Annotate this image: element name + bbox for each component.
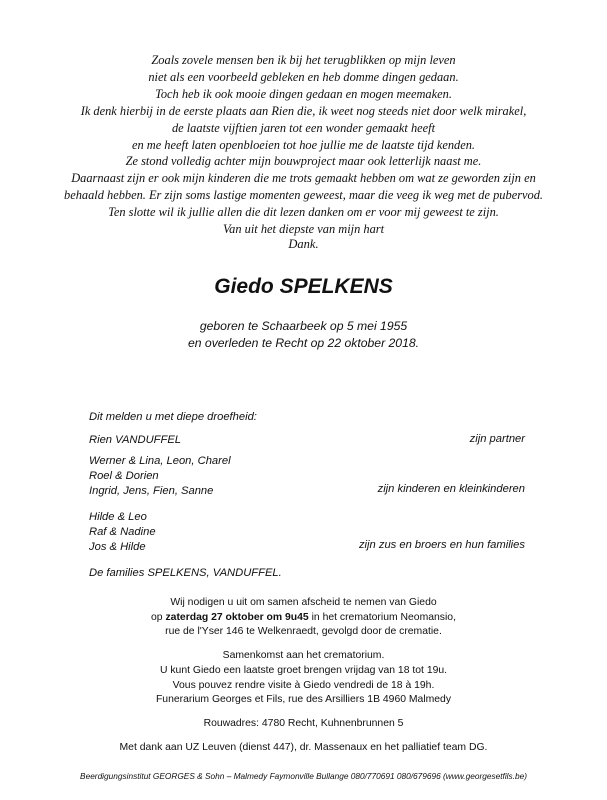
thanks-text: Dank. xyxy=(288,237,319,251)
poem-line: Ten slotte wil ik jullie allen die dit lezen danken om er voor mij geweest te zijn. xyxy=(108,205,499,220)
mourning-address: Rouwadres: 4780 Recht, Kuhnenbrunnen 5 xyxy=(203,718,404,729)
ceremony-invite: Wij nodigen u uit om samen afscheid te nemen van Giedo xyxy=(170,597,437,608)
poem-line: Toch heb ik ook mooie dingen gedaan en mogen meemaken. xyxy=(155,86,452,101)
poem-line: niet als een voorbeeld gebleken en heb domme dingen gedaan. xyxy=(148,69,459,84)
acknowledgement: Met dank aan UZ Leuven (dienst 447), dr. Massenaux en het palliatief team DG. xyxy=(119,742,488,753)
poem-line: behaald hebben. Er zijn soms lastige momenten geweest, maar die veeg ik weg met de pubervod. xyxy=(64,188,543,203)
farewell-poem xyxy=(0,52,607,238)
families-line: De families SPELKENS, VANDUFFEL. xyxy=(89,567,282,579)
death-line: en overleden te Recht op 22 oktober 2018. xyxy=(187,336,420,350)
mourner-relation-children: zijn kinderen en kleinkinderen xyxy=(377,483,525,495)
mourner-name: Roel & Dorien xyxy=(89,469,159,482)
visit-line: Vous pouvez rendre visite à Giedo vendredi de 18 à 19h. xyxy=(172,679,435,691)
deceased-name: Giedo SPELKENS xyxy=(214,275,393,298)
visit-line: U kunt Giedo een laatste groet brengen vrijdag van 18 tot 19u. xyxy=(159,665,448,676)
visit-info xyxy=(0,664,607,708)
mourner-name: Werner & Lina, Leon, Charel xyxy=(89,455,231,467)
poem-line: de laatste vijftien jaren tot een wonder gemaakt heeft xyxy=(171,120,436,135)
mourner-names-siblings xyxy=(89,510,156,554)
funeral-home-footer: Beerdigungsinstitut GEORGES & Sohn – Malmedy Faymonville Bullange 080/770691 080/679696 (www.georgesetfils.be) xyxy=(80,771,527,781)
mourner-name: Hilde & Leo xyxy=(89,511,147,523)
poem-line: Ze stond volledig achter mijn bouwproject maar ook letterlijk naast me. xyxy=(125,154,482,169)
mourner-name: Rien VANDUFFEL xyxy=(89,434,182,446)
ceremony-info xyxy=(0,596,607,663)
poem-line: en me heeft laten openbloeien tot hoe jullie me de laatste tijd kenden. xyxy=(131,137,476,152)
life-dates xyxy=(0,318,607,352)
poem-line: Van uit het diepste van mijn hart xyxy=(222,222,385,237)
mourner-name: Jos & Hilde xyxy=(89,540,146,553)
mourner-name: Ingrid, Jens, Fien, Sanne xyxy=(89,484,214,497)
ceremony-when: op zaterdag 27 oktober om 9u45 in het crematorium Neomansio, xyxy=(151,611,456,623)
mourner-relation-partner: zijn partner xyxy=(469,433,525,445)
visit-line: Funerarium Georges et Fils, rue des Arsilliers 1B 4960 Malmedy xyxy=(155,694,452,706)
mourner-relation-siblings: zijn zus en broers en hun families xyxy=(358,539,525,551)
mourner-name: Raf & Nadine xyxy=(89,525,156,538)
ceremony-where: rue de l'Yser 146 te Welkenraedt, gevolgd door de crematie. xyxy=(165,626,442,638)
poem-line: Daarnaast zijn er ook mijn kinderen die me trots gemaakt hebben om wat ze geworden zijn en xyxy=(71,171,536,186)
poem-line: Ik denk hierbij in de eerste plaats aan Rien die, ik weet nog steeds niet door welk mirakel, xyxy=(80,103,527,118)
gathering-line: Samenkomst aan het crematorium. xyxy=(222,649,385,661)
birth-line: geboren te Schaarbeek op 5 mei 1955 xyxy=(199,319,408,333)
mourner-names-children xyxy=(89,454,231,498)
poem-line: Zoals zovele mensen ben ik bij het terugblikken op mijn leven xyxy=(151,53,456,67)
announcement: Dit melden u met diepe droefheid: xyxy=(89,411,257,423)
ceremony-datetime: zaterdag 27 oktober om 9u45 xyxy=(165,611,309,623)
mourner-names-partner xyxy=(89,433,181,448)
